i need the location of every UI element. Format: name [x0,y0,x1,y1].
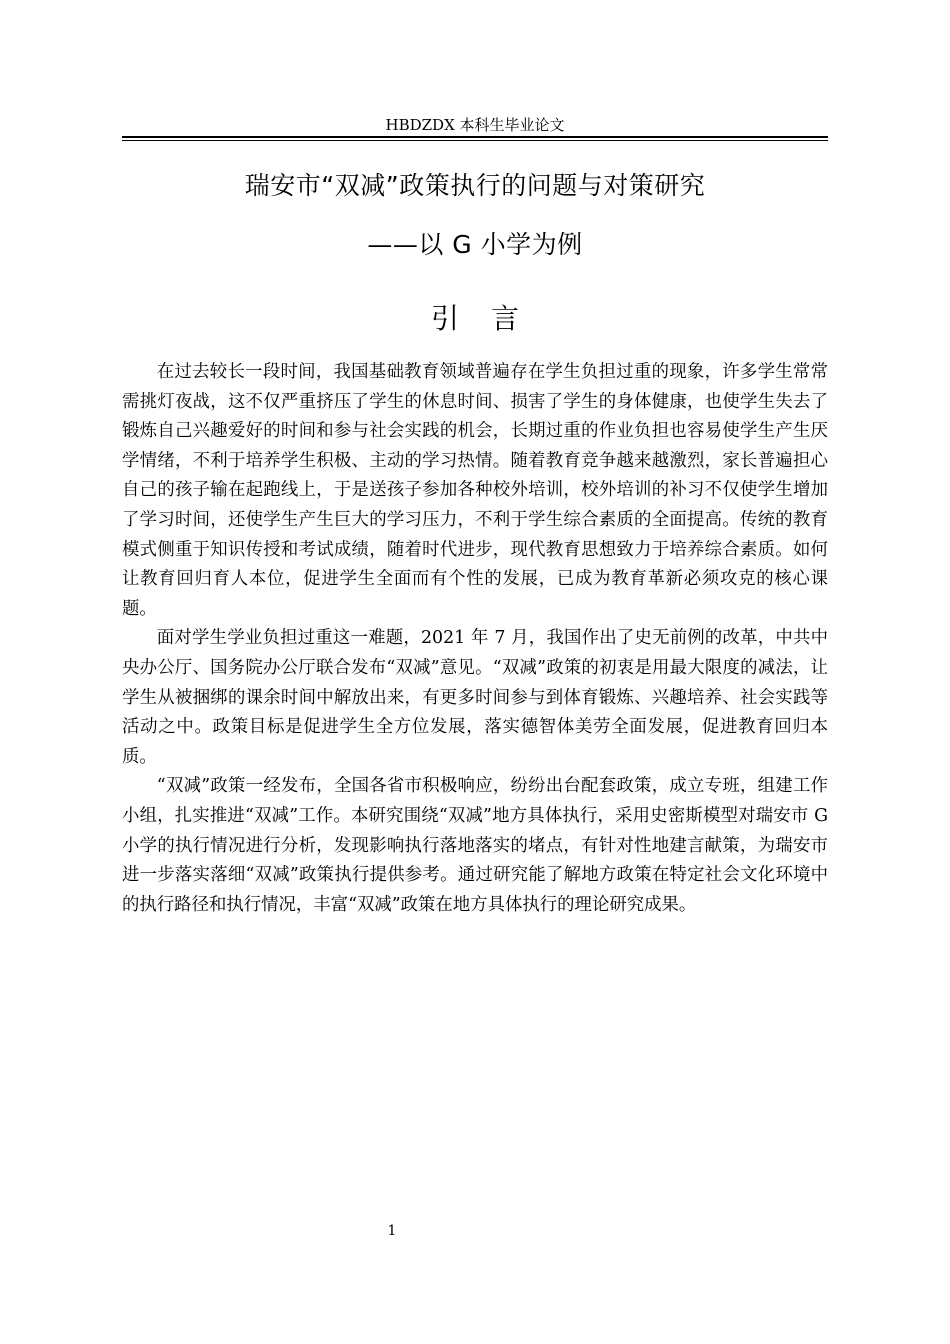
header-rule-thin [122,140,828,141]
thesis-title: 瑞安市“双减”政策执行的问题与对策研究 [244,171,706,200]
thesis-subtitle: ——以 G 小学为例 [367,230,583,259]
section-heading-char-1: 引 [430,302,459,335]
body-text [122,358,828,920]
paragraph-1: 在过去较长一段时间，我国基础教育领域普遍存在学生负担过重的现象，许多学生常常需挑灯夜战，这不仅严重挤压了学生的休息时间、损害了学生的身体健康，也使学生失去了锻炼自己兴趣爱好的时间和参与社会实践的机会，长期过重的作业负担也容易使学生产生厌学情绪，不利于培养学生积极、主动的学习热情。随着教育竞争越来越激烈，家长普遍担心自己的孩子输在起跑线上，于是送孩子参加各种校外培训，校外培训的补习不仅使学生增加了学习时间，还使学生产生巨大的学习压力，不利于学生综合素质的全面提高。传统的教育模式侧重于知识传授和考试成绩，随着时代进步，现代教育思想致力于培养综合素质。如何让教育回归育人本位，促进学生全面而有个性的发展，已成为教育革新必须攻克的核心课题。 [122,362,828,619]
paragraph-2: 面对学生学业负担过重这一难题，2021 年 7 月，我国作出了史无前例的改革，中共中央办公厅、国务院办公厅联合发布“双减”意见。“双减”政策的初衷是用最大限度的减法，让学生从被捆绑的课余时间中解放出来，有更多时间参与到体育锻炼、兴趣培养、社会实践等活动之中。政策目标是促进学生全方位发展，落实德智体美劳全面发展，促进教育回归本质。 [122,628,828,767]
running-header: HBDZDX 本科生毕业论文 [385,116,565,134]
section-heading-char-2: 言 [491,302,520,335]
page-number: 1 [387,1223,397,1239]
paragraph-3: “双减”政策一经发布，全国各省市积极响应，纷纷出台配套政策，成立专班，组建工作小组，扎实推进“双减”工作。本研究围绕“双减”地方具体执行，采用史密斯模型对瑞安市 G 小学的执行情况进行分析，发现影响执行落地落实的堵点，有针对性地建言献策，为瑞安市进一步落实落细“双减”政策执行提供参考。通过研究能了解地方政策在特定社会文化环境中的执行路径和执行情况，丰富“双减”政策在地方具体执行的理论研究成果。 [122,776,828,915]
header-rule-thick [122,136,828,138]
section-heading [122,302,828,336]
